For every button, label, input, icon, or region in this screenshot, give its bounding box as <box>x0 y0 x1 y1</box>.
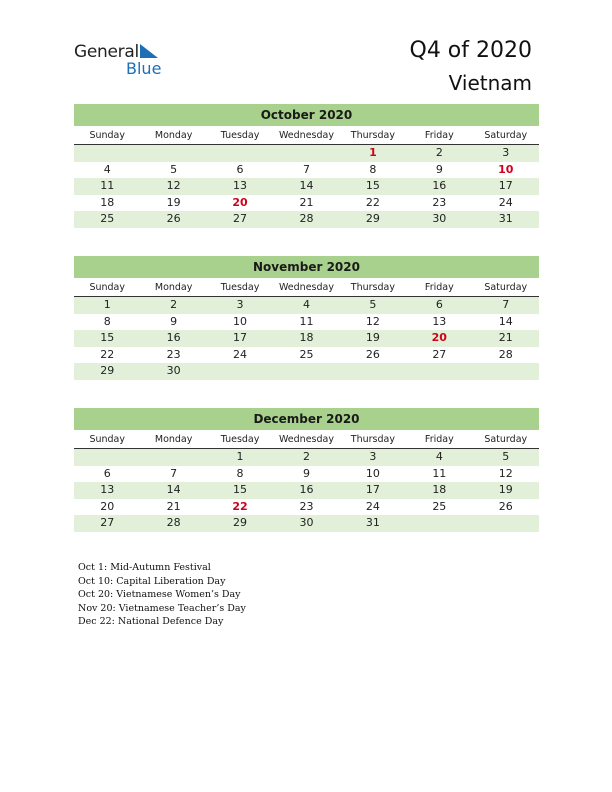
day-cell: 17 <box>365 483 380 497</box>
day-cell: 13 <box>233 179 248 193</box>
day-cell: 30 <box>166 364 181 378</box>
holiday-note: Oct 20: Vietnamese Women’s Day <box>78 589 241 600</box>
weekday-label: Sunday <box>89 282 125 293</box>
logo-text-general: General <box>74 42 139 62</box>
day-cell: 13 <box>432 314 447 328</box>
weekday-label: Monday <box>154 434 193 445</box>
day-cell: 11 <box>299 314 314 328</box>
day-cell: 27 <box>233 212 248 226</box>
week-row <box>74 515 539 532</box>
day-cell: 1 <box>369 146 377 159</box>
week-row <box>74 195 539 212</box>
day-cell: 9 <box>170 314 178 328</box>
day-cell: 15 <box>365 179 380 193</box>
day-cell: 23 <box>299 499 314 513</box>
weekday-label: Sunday <box>89 130 125 141</box>
day-cell: 28 <box>498 347 513 361</box>
holiday-note: Oct 10: Capital Liberation Day <box>78 575 226 587</box>
day-cell: 24 <box>365 499 380 513</box>
day-cell: 6 <box>236 162 244 176</box>
weekday-header-row <box>74 127 539 145</box>
day-cell: 12 <box>365 314 380 328</box>
day-cell: 20 <box>232 195 248 209</box>
day-cell: 1 <box>103 298 111 311</box>
day-cell: 14 <box>299 179 314 193</box>
weekday-label: Wednesday <box>278 434 334 445</box>
day-cell: 11 <box>100 179 115 193</box>
day-cell: 20 <box>431 331 447 345</box>
day-cell: 15 <box>233 483 248 497</box>
week-row <box>74 178 539 195</box>
day-cell: 6 <box>103 466 111 480</box>
day-cell: 10 <box>365 466 380 480</box>
day-cell: 21 <box>498 331 513 345</box>
day-cell: 22 <box>365 195 380 209</box>
weekday-label: Friday <box>424 434 454 445</box>
day-cell: 14 <box>498 314 513 328</box>
weekday-header-row <box>74 279 539 297</box>
day-cell: 21 <box>166 499 181 513</box>
day-cell: 25 <box>100 212 115 226</box>
empty-day-cell <box>340 363 406 380</box>
day-cell: 7 <box>302 162 310 176</box>
week-row <box>74 499 539 516</box>
day-cell: 4 <box>103 162 111 176</box>
day-cell: 10 <box>233 314 248 328</box>
day-cell: 24 <box>233 347 248 361</box>
day-cell: 30 <box>299 516 314 530</box>
day-cell: 2 <box>435 146 443 159</box>
weekday-label: Wednesday <box>278 130 334 141</box>
logo-text-blue: Blue <box>126 59 162 78</box>
day-cell: 15 <box>100 331 115 345</box>
empty-day-cell <box>74 145 140 162</box>
logo-triangle-icon <box>140 44 158 58</box>
day-cell: 4 <box>435 450 443 463</box>
day-cell: 7 <box>170 466 178 480</box>
week-row <box>74 314 539 331</box>
empty-day-cell <box>140 449 206 466</box>
day-cell: 26 <box>498 499 513 513</box>
day-cell: 12 <box>498 466 513 480</box>
day-cell: 18 <box>299 331 314 345</box>
day-cell: 26 <box>365 347 380 361</box>
day-cell: 7 <box>502 298 510 311</box>
day-cell: 5 <box>170 162 178 176</box>
weekday-label: Wednesday <box>278 282 334 293</box>
day-cell: 23 <box>166 347 181 361</box>
weekday-label: Tuesday <box>220 434 260 445</box>
empty-day-cell <box>207 145 273 162</box>
day-cell: 20 <box>100 499 115 513</box>
weekday-label: Thursday <box>350 282 395 293</box>
day-cell: 24 <box>498 195 513 209</box>
day-cell: 18 <box>432 483 447 497</box>
country-name: Vietnam <box>448 71 532 95</box>
week-row <box>74 145 539 162</box>
day-cell: 16 <box>299 483 314 497</box>
day-cell: 6 <box>435 298 443 311</box>
month-november <box>74 256 539 380</box>
holiday-note: Oct 1: Mid-Autumn Festival <box>78 562 211 573</box>
weekday-label: Tuesday <box>220 130 260 141</box>
weekday-label: Monday <box>154 130 193 141</box>
month-october <box>74 104 539 228</box>
day-cell: 5 <box>369 298 377 311</box>
week-row <box>74 330 539 347</box>
day-cell: 4 <box>302 298 310 311</box>
day-cell: 11 <box>432 466 447 480</box>
week-row <box>74 482 539 499</box>
empty-day-cell <box>473 515 539 532</box>
holiday-note: Dec 22: National Defence Day <box>78 616 224 627</box>
day-cell: 19 <box>365 331 380 345</box>
day-cell: 8 <box>369 162 377 176</box>
weekday-label: Monday <box>154 282 193 293</box>
day-cell: 16 <box>432 179 447 193</box>
day-cell: 29 <box>233 516 248 530</box>
weekday-label: Thursday <box>350 130 395 141</box>
day-cell: 21 <box>299 195 314 209</box>
empty-day-cell <box>273 363 339 380</box>
weekday-label: Thursday <box>350 434 395 445</box>
day-cell: 3 <box>369 450 377 463</box>
weekday-label: Friday <box>424 282 454 293</box>
empty-day-cell <box>273 145 339 162</box>
empty-day-cell <box>406 515 472 532</box>
weekday-label: Tuesday <box>220 282 260 293</box>
holiday-notes <box>78 561 246 629</box>
day-cell: 30 <box>432 212 447 226</box>
weekday-header-row <box>74 431 539 449</box>
day-cell: 9 <box>435 162 443 176</box>
day-cell: 3 <box>502 146 510 159</box>
day-cell: 13 <box>100 483 115 497</box>
day-cell: 17 <box>498 179 513 193</box>
weekday-label: Saturday <box>484 434 528 445</box>
empty-day-cell <box>473 363 539 380</box>
generalblue-logo <box>74 42 174 76</box>
day-cell: 28 <box>299 212 314 226</box>
day-cell: 19 <box>166 195 181 209</box>
day-cell: 22 <box>232 499 248 513</box>
month-title: October 2020 <box>74 104 539 126</box>
day-cell: 3 <box>236 298 244 311</box>
week-row <box>74 211 539 228</box>
holiday-note: Nov 20: Vietnamese Teacher’s Day <box>78 602 246 614</box>
day-cell: 31 <box>365 516 380 530</box>
day-cell: 26 <box>166 212 181 226</box>
day-cell: 27 <box>432 347 447 361</box>
day-cell: 17 <box>233 331 248 345</box>
day-cell: 29 <box>100 364 115 378</box>
week-row <box>74 449 539 466</box>
weekday-label: Friday <box>424 130 454 141</box>
day-cell: 25 <box>432 499 447 513</box>
empty-day-cell <box>140 145 206 162</box>
weekday-label: Saturday <box>484 130 528 141</box>
week-row <box>74 297 539 314</box>
day-cell: 29 <box>365 212 380 226</box>
month-december <box>74 408 539 532</box>
day-cell: 8 <box>103 314 111 328</box>
day-cell: 18 <box>100 195 115 209</box>
day-cell: 28 <box>166 516 181 530</box>
day-cell: 9 <box>302 466 310 480</box>
week-row <box>74 363 539 380</box>
empty-day-cell <box>74 449 140 466</box>
day-cell: 5 <box>502 450 510 463</box>
empty-day-cell <box>406 363 472 380</box>
day-cell: 19 <box>498 483 513 497</box>
week-row <box>74 347 539 364</box>
day-cell: 2 <box>170 298 178 311</box>
weekday-label: Sunday <box>89 434 125 445</box>
week-row <box>74 466 539 483</box>
day-cell: 8 <box>236 466 244 480</box>
week-row <box>74 162 539 179</box>
day-cell: 10 <box>498 162 514 176</box>
day-cell: 14 <box>166 483 181 497</box>
quarter-title: Q4 of 2020 <box>409 38 532 63</box>
day-cell: 12 <box>166 179 181 193</box>
day-cell: 23 <box>432 195 447 209</box>
day-cell: 27 <box>100 516 115 530</box>
day-cell: 1 <box>236 450 244 463</box>
day-cell: 31 <box>498 212 513 226</box>
weekday-label: Saturday <box>484 282 528 293</box>
day-cell: 2 <box>302 450 310 463</box>
day-cell: 16 <box>166 331 181 345</box>
month-title: November 2020 <box>74 256 539 278</box>
empty-day-cell <box>207 363 273 380</box>
day-cell: 22 <box>100 347 115 361</box>
day-cell: 25 <box>299 347 314 361</box>
month-title: December 2020 <box>74 408 539 430</box>
